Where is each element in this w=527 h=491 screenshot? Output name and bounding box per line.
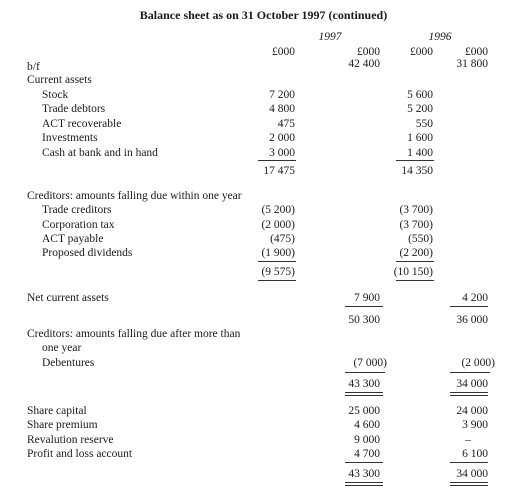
creditor-1996: (550)	[408, 233, 433, 245]
unit-header-1996-inner: £000	[410, 46, 433, 58]
creditor-1997: (475)	[270, 233, 295, 245]
capital-1996: 24 000	[456, 405, 488, 417]
creditors-long-heading-cont: one year	[42, 342, 82, 354]
capital-1997: 4 600	[354, 419, 380, 431]
rule	[450, 306, 488, 307]
unit-header-1997-inner: £000	[272, 46, 295, 58]
current-asset-label: ACT recoverable	[42, 118, 122, 130]
subtotal-1997: 50 300	[348, 314, 380, 326]
capital-total-1996: 34 000	[456, 468, 488, 480]
unit-header-1996-outer: £000	[465, 46, 488, 58]
net-current-assets-label: Net current assets	[27, 292, 109, 304]
unit-header-1997-outer: £000	[357, 46, 380, 58]
current-asset-1996: 5 200	[407, 103, 433, 115]
page-title: Balance sheet as on 31 October 1997 (continued)	[139, 8, 388, 22]
creditor-label: Trade creditors	[42, 204, 112, 216]
rule	[345, 372, 385, 373]
current-asset-label: Stock	[42, 89, 69, 101]
year-1997-header: 1997	[318, 31, 342, 43]
double-rule	[345, 482, 383, 486]
debentures-label: Debentures	[42, 357, 95, 369]
capital-label: Revalution reserve	[27, 434, 114, 446]
double-rule	[450, 482, 488, 486]
creditor-1996: (3 700)	[399, 204, 433, 216]
rule	[258, 160, 296, 161]
rule	[345, 462, 383, 463]
double-rule	[345, 392, 383, 396]
current-asset-1997: 3 000	[269, 147, 295, 159]
capital-1997: 25 000	[348, 405, 380, 417]
net-current-assets-1997: 7 900	[354, 292, 380, 304]
bf-1996: 31 800	[456, 58, 488, 70]
capital-label: Profit and loss account	[27, 448, 133, 460]
current-asset-label: Cash at bank and in hand	[42, 147, 158, 159]
capital-label: Share premium	[27, 419, 98, 431]
current-asset-1996: 5 600	[407, 89, 433, 101]
net-assets-1997: 43 300	[348, 378, 380, 390]
creditor-1996: (3 700)	[399, 219, 433, 231]
creditors-short-heading: Creditors: amounts falling due within one year	[27, 190, 242, 202]
current-assets-heading: Current assets	[27, 74, 92, 86]
capital-total-1997: 43 300	[348, 468, 380, 480]
current-asset-1996: 1 600	[407, 132, 433, 144]
creditor-1997: (1 900)	[261, 247, 295, 259]
creditors-short-total-1996: (10 150)	[393, 266, 433, 278]
year-1996-header: 1996	[428, 31, 452, 43]
rule	[258, 280, 296, 281]
current-asset-1996: 1 400	[407, 147, 433, 159]
rule	[450, 462, 488, 463]
creditor-1997: (5 200)	[261, 204, 295, 216]
current-asset-label: Trade debtors	[42, 103, 106, 115]
capital-1997: 4 700	[354, 448, 380, 460]
current-assets-total-1997: 17 475	[263, 165, 295, 177]
current-asset-1997: 4 800	[269, 103, 295, 115]
creditor-1996: (2 200)	[399, 247, 433, 259]
capital-1996: 3 900	[462, 419, 488, 431]
debentures-1997: (7 000)	[353, 357, 387, 369]
current-asset-1997: 475	[277, 118, 295, 130]
creditors-long-heading: Creditors: amounts falling due after more than	[27, 328, 241, 340]
capital-1996: 6 100	[462, 448, 488, 460]
creditor-label: ACT payable	[42, 233, 104, 245]
capital-1997: 9 000	[354, 434, 380, 446]
bf-label: b/f	[27, 61, 40, 73]
current-asset-1997: 2 000	[269, 132, 295, 144]
net-assets-1996: 34 000	[456, 378, 488, 390]
creditors-short-total-1997: (9 575)	[261, 266, 295, 278]
rule	[396, 160, 434, 161]
rule	[258, 261, 296, 262]
rule	[345, 306, 383, 307]
net-current-assets-1996: 4 200	[462, 292, 488, 304]
debentures-1996: (2 000)	[461, 357, 495, 369]
rule	[396, 261, 434, 262]
rule	[396, 280, 434, 281]
creditor-label: Corporation tax	[42, 219, 115, 231]
creditor-label: Proposed dividends	[42, 247, 133, 259]
current-assets-total-1996: 14 350	[401, 165, 433, 177]
current-asset-1997: 7 200	[269, 89, 295, 101]
capital-label: Share capital	[27, 405, 87, 417]
bf-1997: 42 400	[348, 58, 380, 70]
current-asset-1996: 550	[415, 118, 433, 130]
subtotal-1996: 36 000	[456, 314, 488, 326]
current-asset-label: Investments	[42, 132, 98, 144]
creditor-1997: (2 000)	[261, 219, 295, 231]
capital-1996: –	[465, 434, 471, 446]
rule	[450, 372, 490, 373]
double-rule	[450, 392, 488, 396]
